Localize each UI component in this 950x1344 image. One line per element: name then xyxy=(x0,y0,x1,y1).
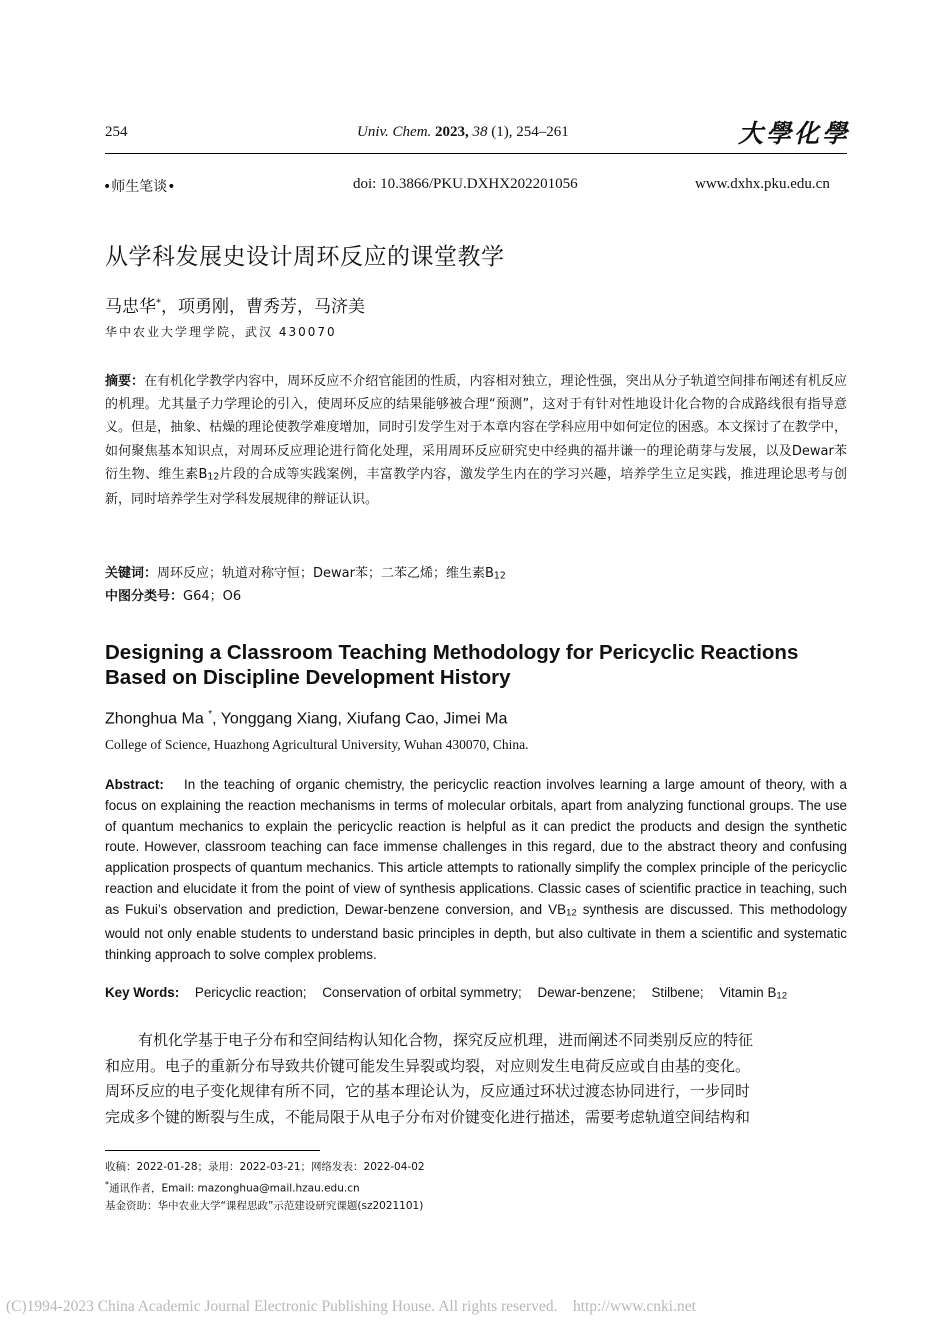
keyword-en-3: Dewar-benzene; xyxy=(537,985,636,1000)
body-line-4: 完成多个键的断裂与生成，不能局限于从电子分布对价键变化进行描述，需要考虑轨道空间结构和 xyxy=(105,1107,751,1126)
journal-citation xyxy=(357,124,569,141)
body-text xyxy=(105,1028,850,1130)
keyword-en-1: Pericyclic reaction; xyxy=(194,985,307,1000)
abstract-cn-label: 摘要： xyxy=(105,374,145,389)
journal-year: 2023, xyxy=(435,124,469,140)
authors-en xyxy=(105,709,507,728)
keywords-cn-text: 周环反应；轨道对称守恒；Dewar苯；二苯乙烯；维生素B xyxy=(157,566,494,581)
abstract-en xyxy=(105,775,847,966)
abstract-cn-sub: 12 xyxy=(207,471,220,483)
journal-logo: 大學化學 xyxy=(738,119,851,148)
authors-en-rest: , Yonggang Xiang, Xiufang Cao, Jimei Ma xyxy=(212,710,508,728)
footnote-received: 收稿：2022-01-28；录用：2022-03-21；网络发表：2022-04-02 xyxy=(105,1161,425,1173)
classification-cn xyxy=(105,585,241,604)
title-cn: 从学科发展史设计周环反应的课堂教学 xyxy=(105,244,505,270)
keyword-en-4: Stilbene; xyxy=(651,985,704,1000)
body-line-2: 和应用。电子的重新分布导致共价键可能发生异裂或均裂，对应则发生电荷反应或自由基的变化。 xyxy=(105,1056,751,1075)
author-en-mark: * xyxy=(208,709,213,720)
keyword-en-2: Conservation of orbital symmetry; xyxy=(322,985,522,1000)
keywords-cn-label: 关键词： xyxy=(105,566,158,581)
title-en-line-2: Based on Discipline Development History xyxy=(105,666,511,689)
footnote-mark: * xyxy=(105,1180,109,1189)
title-en xyxy=(105,640,850,690)
journal-abbrev: Univ. Chem. xyxy=(357,124,432,140)
keywords-en-label: Key Words: xyxy=(105,985,180,1000)
corresponding-mark: * xyxy=(156,297,161,309)
body-line-3: 周环反应的电子变化规律有所不同，它的基本理论认为，反应通过环状过渡态协同进行，一步同时 xyxy=(105,1082,751,1100)
journal-issue: (1), xyxy=(491,124,513,140)
keywords-en xyxy=(105,985,787,1001)
page-number: 254 xyxy=(105,124,128,140)
body-line-1: 有机化学基于电子分布和空间结构认知化合物，探究反应机理，进而阐述不同类别反应的特征 xyxy=(138,1031,754,1049)
doi: doi: 10.3866/PKU.DXHX202201056 xyxy=(353,176,578,192)
footnote-rule xyxy=(105,1150,320,1151)
affiliation-cn: 华中农业大学理学院，武汉 430070 xyxy=(105,325,337,339)
keywords-cn xyxy=(105,562,506,581)
authors-cn-rest: ，项勇刚，曹秀芳，马济美 xyxy=(161,297,365,317)
abstract-en-label: Abstract: xyxy=(105,777,164,792)
website-link[interactable]: www.dxhx.pku.edu.cn xyxy=(695,176,830,192)
header-rule xyxy=(105,153,847,154)
column-label: •师生笔谈• xyxy=(103,179,176,195)
abstract-en-sub: 12 xyxy=(566,907,577,919)
copyright-notice: (C)1994-2023 China Academic Journal Electronic Publishing House. All rights reserved. http://www.cnki.net xyxy=(6,1298,696,1315)
authors-cn xyxy=(105,292,365,317)
abstract-cn-text-1: 在有机化学教学内容中，周环反应不介绍官能团的性质，内容相对独立，理论性强，突出从分子轨道空间排布阐述有机反应的机理。尤其量子力学理论的引入，使周环反应的结果能够被合理“预测”，这对于有针对性地设计化合物的合成路线很有指导意义。但是，抽象、枯燥的理论使教学难度增加，同时引发学生对于本章内容在学科应用中如何定位的困惑。本文探讨了在教学中，如何聚焦基本知识点，对周环反应理论进行简化处理，采用周环反应研究史中经典的福井谦一的理论萌芽与发展，以及Dewar苯衍生物、维生素B xyxy=(105,374,847,482)
footnote-corresponding xyxy=(105,1176,425,1198)
title-en-line-1: Designing a Classroom Teaching Methodology for Pericyclic Reactions xyxy=(105,641,799,664)
keyword-en-5: Vitamin B xyxy=(719,985,777,1000)
affiliation-en: College of Science, Huazhong Agricultural University, Wuhan 430070, China. xyxy=(105,737,529,752)
author-en-first: Zhonghua Ma xyxy=(105,710,204,728)
footnote-funding: 基金资助：华中农业大学“课程思政”示范建设研究课题(sz2021101) xyxy=(105,1199,424,1212)
keyword-en-5-sub: 12 xyxy=(776,990,788,1002)
abstract-cn xyxy=(105,370,847,512)
journal-volume: 38 xyxy=(472,124,488,140)
footnote-corresponding-text: 通讯作者，Email: mazonghua@mail.hzau.edu.cn xyxy=(109,1182,360,1195)
keywords-cn-sub: 12 xyxy=(493,570,506,582)
journal-pages: 254–261 xyxy=(516,124,569,140)
classification-cn-text: G64；O6 xyxy=(183,589,242,604)
author-cn-first: 马忠华 xyxy=(105,297,156,317)
abstract-en-text-2: synthesis are discussed. This methodology would not only enable students to understand basic principles in depth, but also cultivate in them a scientific and systematic thinking approach to solve complex problems. xyxy=(105,901,847,962)
abstract-en-text-1: In the teaching of organic chemistry, the pericyclic reaction involves learning a large amount of theory, with a focus on explaining the reaction mechanisms in terms of molecular orbitals, apart from analyzing functional groups. The use of quantum mechanics to explain the pericyclic reaction is helpful as it can predict the products and design the synthetic route. However, classroom teaching can face immense challenges in this regard, due to the abstract theory and confusing application prospects of quantum mechanics. This article attempts to rationally simplify the complex principle of the pericyclic reaction and elucidate it from the point of view of synthesis applications. Classic cases of scientific practice in teaching, such as Fukui’s observation and prediction, Dewar-benzene conversion, and VB xyxy=(105,777,847,917)
abstract-cn-text-2: 片段的合成等实践案例，丰富教学内容，激发学生内在的学习兴趣，培养学生立足实践，推进理论思考与创新，同时培养学生对学科发展规律的辩证认识。 xyxy=(105,466,847,508)
footnotes xyxy=(105,1159,425,1215)
classification-cn-label: 中图分类号： xyxy=(105,589,184,604)
